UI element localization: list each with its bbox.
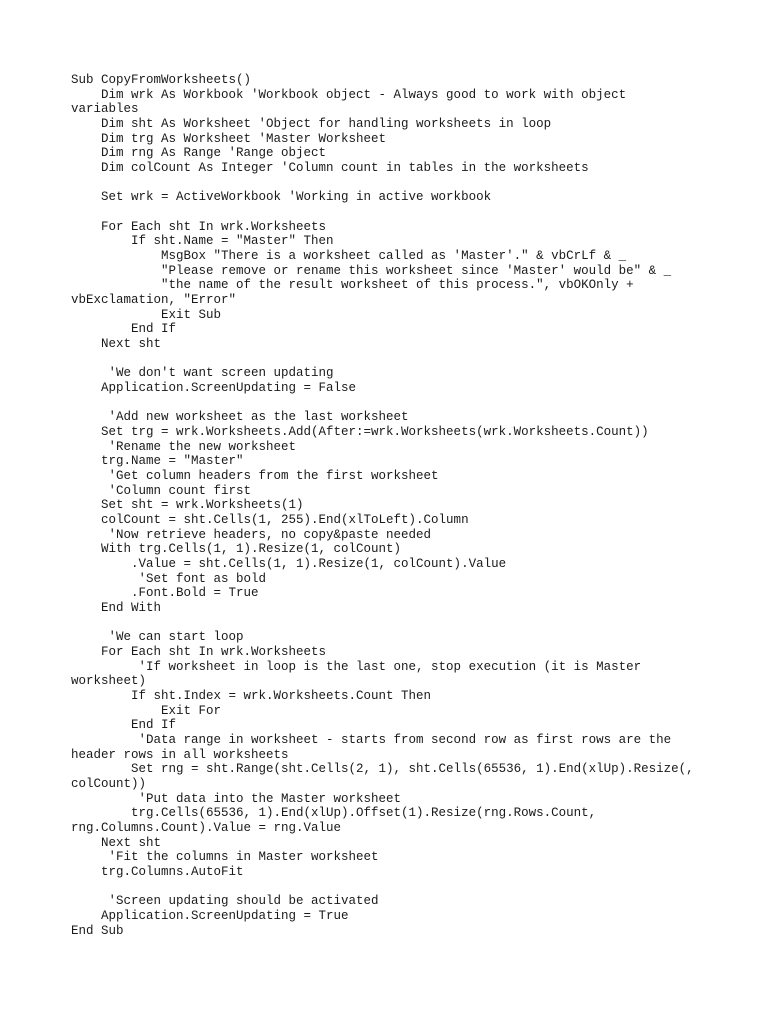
code-line: 'We don't want screen updating xyxy=(71,366,334,380)
code-line: For Each sht In wrk.Worksheets xyxy=(71,220,327,234)
code-line: "the name of the result worksheet of this process.", vbOKOnly + xyxy=(71,278,634,292)
code-line: Set rng = sht.Range(sht.Cells(2, 1), sht.Cells(65536, 1).End(xlUp).Resize(, xyxy=(71,762,694,776)
code-line: If sht.Index = wrk.Worksheets.Count Then xyxy=(71,689,432,703)
code-line: Set sht = wrk.Worksheets(1) xyxy=(71,498,304,512)
code-line: Dim wrk As Workbook 'Workbook object - Always good to work with object xyxy=(71,88,627,102)
code-line: 'If worksheet in loop is the last one, stop execution (it is Master xyxy=(71,660,642,674)
code-line: 'Screen updating should be activated xyxy=(71,894,379,908)
code-line: .Font.Bold = True xyxy=(71,586,259,600)
code-line: 'Add new worksheet as the last worksheet xyxy=(71,410,409,424)
code-line: vbExclamation, "Error" xyxy=(71,293,237,307)
code-line: trg.Name = "Master" xyxy=(71,454,244,468)
code-line: 'Now retrieve headers, no copy&paste needed xyxy=(71,528,432,542)
code-line: trg.Cells(65536, 1).End(xlUp).Offset(1).Resize(rng.Rows.Count, xyxy=(71,806,597,820)
code-line: Next sht xyxy=(71,836,162,850)
code-line: variables xyxy=(71,102,139,116)
code-line: Dim trg As Worksheet 'Master Worksheet xyxy=(71,132,387,146)
code-line: For Each sht In wrk.Worksheets xyxy=(71,645,327,659)
code-line: Sub CopyFromWorksheets() xyxy=(71,73,252,87)
code-line: 'Set font as bold xyxy=(71,572,267,586)
code-line: End If xyxy=(71,322,177,336)
code-line: header rows in all worksheets xyxy=(71,748,289,762)
code-line: MsgBox "There is a worksheet called as 'Master'." & vbCrLf & _ xyxy=(71,249,627,263)
code-line: 'Put data into the Master worksheet xyxy=(71,792,402,806)
code-line: Set wrk = ActiveWorkbook 'Working in active workbook xyxy=(71,190,492,204)
code-line: Dim colCount As Integer 'Column count in tables in the worksheets xyxy=(71,161,589,175)
code-line: Application.ScreenUpdating = False xyxy=(71,381,357,395)
code-line: trg.Columns.AutoFit xyxy=(71,865,244,879)
code-line: Exit Sub xyxy=(71,308,222,322)
code-line: Dim rng As Range 'Range object xyxy=(71,146,327,160)
code-line: worksheet) xyxy=(71,674,147,688)
code-line: 'Fit the columns in Master worksheet xyxy=(71,850,379,864)
code-line: 'Get column headers from the first worksheet xyxy=(71,469,439,483)
code-line: If sht.Name = "Master" Then xyxy=(71,234,334,248)
code-line: Application.ScreenUpdating = True xyxy=(71,909,349,923)
code-line: 'Column count first xyxy=(71,484,252,498)
code-line: With trg.Cells(1, 1).Resize(1, colCount) xyxy=(71,542,402,556)
code-line: 'Rename the new worksheet xyxy=(71,440,297,454)
code-line: "Please remove or rename this worksheet since 'Master' would be" & _ xyxy=(71,264,672,278)
code-line: Exit For xyxy=(71,704,222,718)
code-line: 'Data range in worksheet - starts from second row as first rows are the xyxy=(71,733,672,747)
code-line: Dim sht As Worksheet 'Object for handling worksheets in loop xyxy=(71,117,552,131)
code-line: Set trg = wrk.Worksheets.Add(After:=wrk.Worksheets(wrk.Worksheets.Count)) xyxy=(71,425,649,439)
code-line: Next sht xyxy=(71,337,162,351)
code-line: End If xyxy=(71,718,177,732)
code-line: colCount)) xyxy=(71,777,147,791)
code-line: rng.Columns.Count).Value = rng.Value xyxy=(71,821,342,835)
code-line: End With xyxy=(71,601,162,615)
code-line: 'We can start loop xyxy=(71,630,244,644)
code-line: .Value = sht.Cells(1, 1).Resize(1, colCount).Value xyxy=(71,557,507,571)
code-line: End Sub xyxy=(71,924,124,938)
code-line: colCount = sht.Cells(1, 255).End(xlToLeft).Column xyxy=(71,513,469,527)
